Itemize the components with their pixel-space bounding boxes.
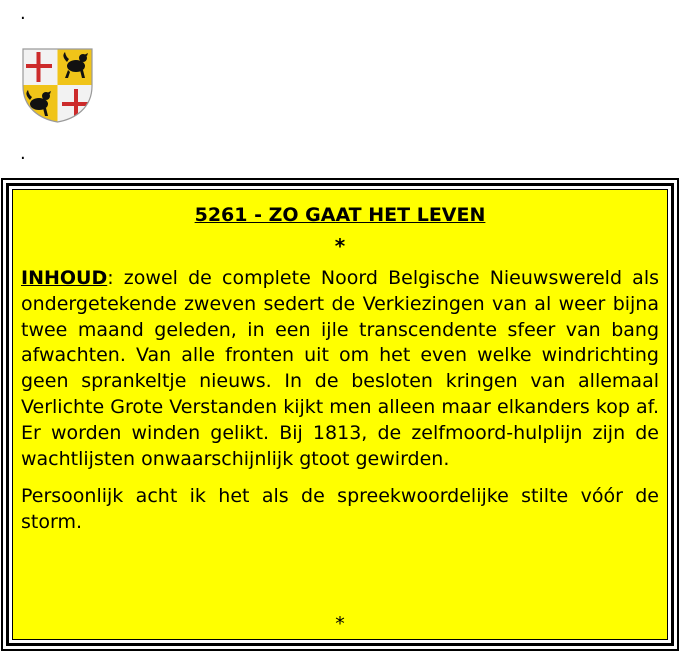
article-inner-frame — [6, 183, 674, 646]
article-paragraph-1 — [21, 266, 659, 472]
separator-star-top: * — [334, 234, 346, 258]
lead-label: INHOUD — [21, 267, 108, 289]
paragraph-1-text: zowel de complete Noord Belgische Nieuwswereld als ondergetekende zweven sedert de Verkiezingen van al weer bijna twee maand geleden, in een ijle transcendente sfeer van bang afwachten. Van alle fronten uit om het even welke windrichting geen sprankeltje nieuws. In de besloten kringen van allemaal Verlichte Grote Verstanden kijkt men alleen maar elkanders kop af. Er worden winden gelikt. Bij 1813, de zelfmoord-hulplijn zijn de wachtlijsten onwaarschijnlijk gtoot gewirden. — [21, 267, 659, 470]
separator-star-bottom: * — [335, 613, 345, 635]
dot-marker-top: . — [20, 3, 26, 24]
lead-separator: : — [107, 267, 114, 289]
article-frame — [1, 178, 679, 651]
article-paragraph-2: Persoonlijk acht ik het als de spreekwoordelijke stilte vóór de storm. — [21, 485, 659, 534]
article-box — [12, 189, 668, 640]
article-title: 5261 - ZO GAAT HET LEVEN — [194, 204, 486, 226]
coat-of-arms-icon — [20, 46, 95, 124]
dot-marker-bottom: . — [20, 143, 26, 164]
